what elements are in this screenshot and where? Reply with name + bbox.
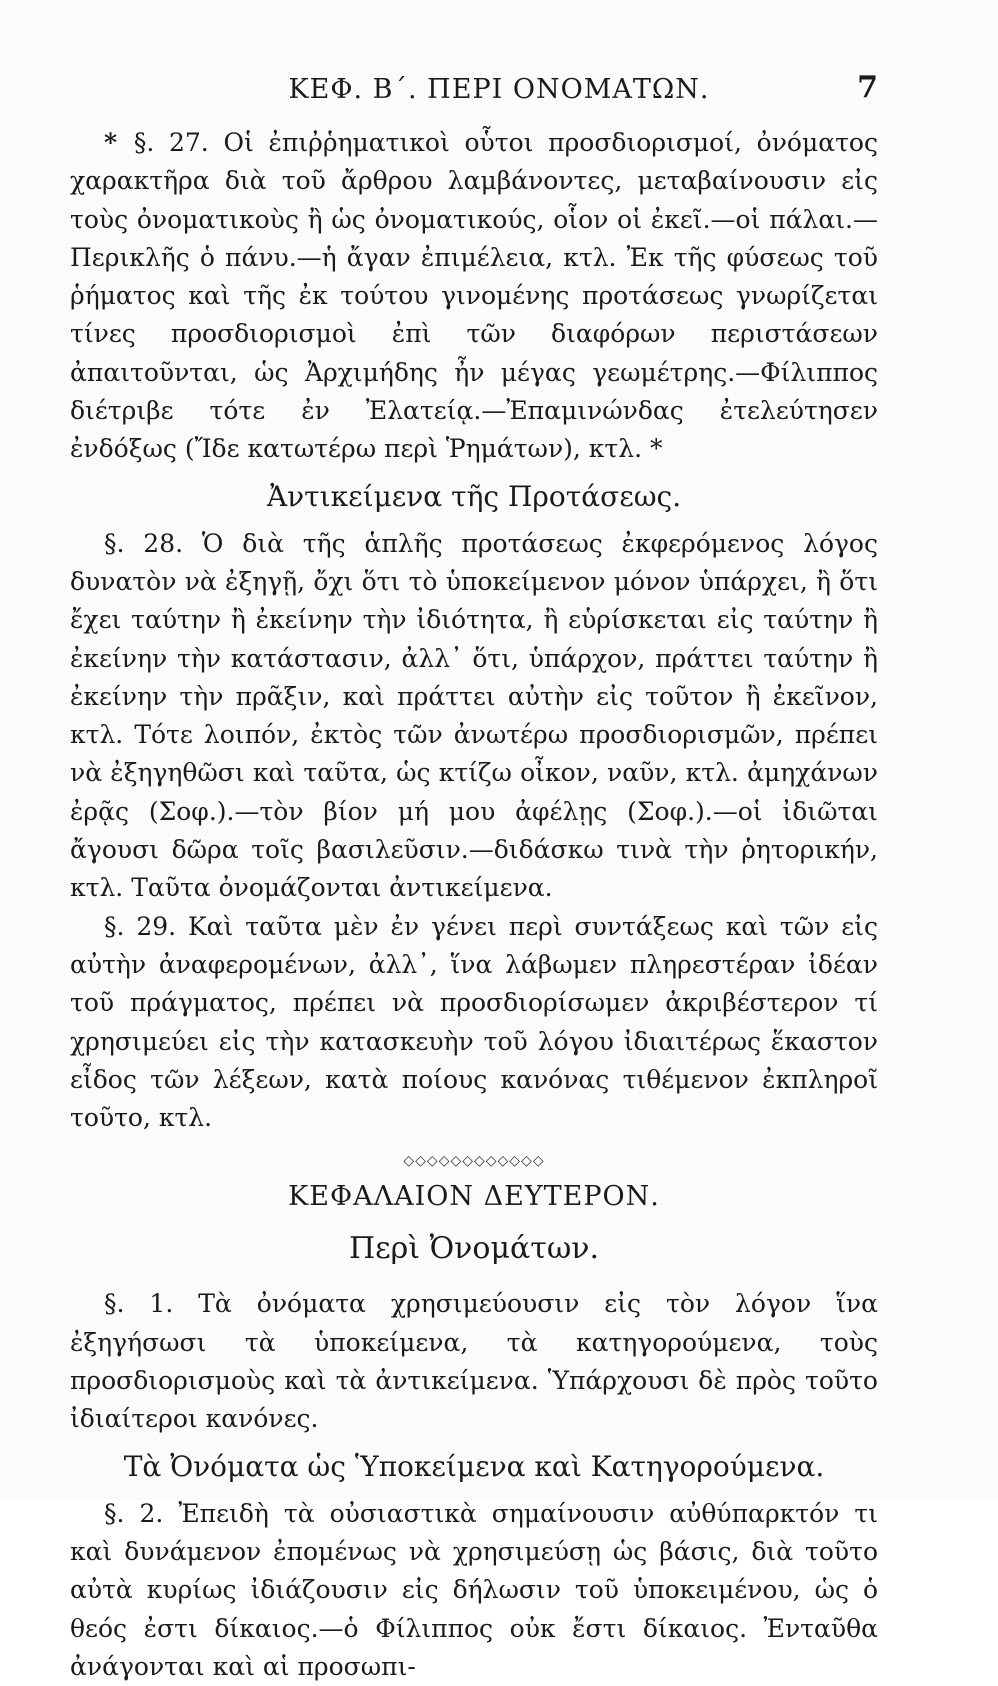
running-head: [0, 70, 998, 114]
paragraph-2: §. 2. Ἐπειδὴ τὰ οὐσιαστικὰ σημαίνουσιν αὐθύπαρκτόν τι καὶ δυνάμενον ἐπομένως νὰ χρησιμεύσῃ ὡς βάσις, διὰ τοῦτο αὐτὰ κυρίως ἰδιάζουσιν εἰς δήλωσιν τοῦ ὑποκειμένου, ὡς ὁ θεός ἐστι δίκαιος.—ὁ Φίλιππος οὐκ ἔστι δίκαιος. Ἐνταῦθα ἀνάγονται καὶ αἱ προσωπι-: [70, 1498, 878, 1681]
page-content: [70, 124, 878, 1686]
section-heading-subjects: Τὰ Ὀνόματα ὡς Ὑποκείμενα καὶ Κατηγορούμενα.: [123, 1449, 825, 1483]
ornament-divider: ◇◇◇◇◇◇◇◇◇◇◇◇: [403, 1153, 545, 1170]
footnote-star: *: [104, 128, 118, 157]
paragraph-1: §. 1. Τὰ ὀνόματα χρησιμεύουσιν εἰς τὸν λόγον ἵνα ἐξηγήσωσι τὰ ὑποκείμενα, τὰ κατηγορούμενα, τοὺς προσδιορισμοὺς καὶ τὰ ἀντικείμενα. Ὑπάρχουσι δὲ πρὸς τοῦτο ἰδιαίτεροι κανόνες.: [70, 1289, 878, 1434]
chapter-title: ΚΕΦΑΛΑΙΟΝ ΔΕΥΤΕΡΟΝ.: [288, 1181, 660, 1213]
paragraph-29: §. 29. Καὶ ταῦτα μὲν ἐν γένει περὶ συντάξεως καὶ τῶν εἰς αὐτὴν ἀναφερομένων, ἀλλ᾽, ἵνα λάβωμεν πληρεστέραν ἰδέαν τοῦ πράγματος, πρέπει νὰ προσδιορίσωμεν ἀκριβέστερον τί χρησιμεύει εἰς τὴν κατασκευὴν τοῦ λόγου ἰδιαιτέρως ἕκαστον εἶδος τῶν λέξεων, κατὰ ποίους κανόνας τιθέμενον ἐκπληροῖ τοῦτο, κτλ.: [70, 911, 878, 1133]
paragraph-27-text: §. 27. Οἱ ἐπιῤῥηματικοὶ οὗτοι προσδιορισμοί, ὀνόματος χαρακτῆρα διὰ τοῦ ἄρθρου λαμβάνοντες, μεταβαίνουσιν εἰς τοὺς ὀνοματικοὺς ἢ ὡς ὀνοματικούς, οἷον οἱ ἐκεῖ.—οἱ πάλαι.—Περικλῆς ὁ πάνυ.—ἡ ἄγαν ἐπιμέλεια, κτλ. Ἐκ τῆς φύσεως τοῦ ῥήματος καὶ τῆς ἐκ τούτου γινομένης προτάσεως γνωρίζεται τίνες προσδιορισμοὶ ἐπὶ τῶν διαφόρων περιστάσεων ἀπαιτοῦνται, ὡς Ἀρχιμήδης ἦν μέγας γεωμέτρης.—Φίλιππος διέτριβε τότε ἐν Ἐλατείᾳ.—Ἐπαμινώνδας ἐτελεύτησεν ἐνδόξως (Ἴδε κατωτέρω περὶ Ῥημάτων), κτλ. *: [70, 128, 878, 464]
chapter-subtitle: Περὶ Ὀνομάτων.: [348, 1231, 600, 1267]
page-number: 7: [857, 70, 878, 105]
paragraph-27: [70, 124, 878, 469]
running-title: ΚΕΦ. Β΄. ΠΕΡΙ ΟΝΟΜΑΤΩΝ.: [288, 74, 710, 105]
section-heading-objects: Ἀντικείμενα τῆς Προτάσεως.: [266, 479, 682, 513]
paragraph-28: §. 28. Ὁ διὰ τῆς ἁπλῆς προτάσεως ἐκφερόμενος λόγος δυνατὸν νὰ ἐξηγῇ, ὄχι ὅτι τὸ ὑποκείμενον μόνον ὑπάρχει, ἢ ὅτι ἔχει ταύτην ἢ ἐκείνην τὴν ἰδιότητα, ἢ εὑρίσκεται εἰς ταύτην ἢ ἐκείνην τὴν κατάστασιν, ἀλλ᾽ ὅτι, ὑπάρχον, πράττει ταύτην ἢ ἐκείνην τὴν πρᾶξιν, καὶ πράττει αὐτὴν εἰς τοῦτον ἢ ἐκεῖνον, κτλ. Τότε λοιπόν, ἐκτὸς τῶν ἀνωτέρω προσδιορισμῶν, πρέπει νὰ ἐξηγηθῶσι καὶ ταῦτα, ὡς κτίζω οἶκον, ναῦν, κτλ. ἀμηχάνων ἐρᾷς (Σοφ.).—τὸν βίον μή μου ἀφέλῃς (Σοφ.).—οἱ ἰδιῶται ἄγουσι δῶρα τοῖς βασιλεῦσιν.—διδάσκω τινὰ τὴν ῥητορικήν, κτλ. Ταῦτα ὀνομάζονται ἀντικείμενα.: [70, 528, 878, 903]
